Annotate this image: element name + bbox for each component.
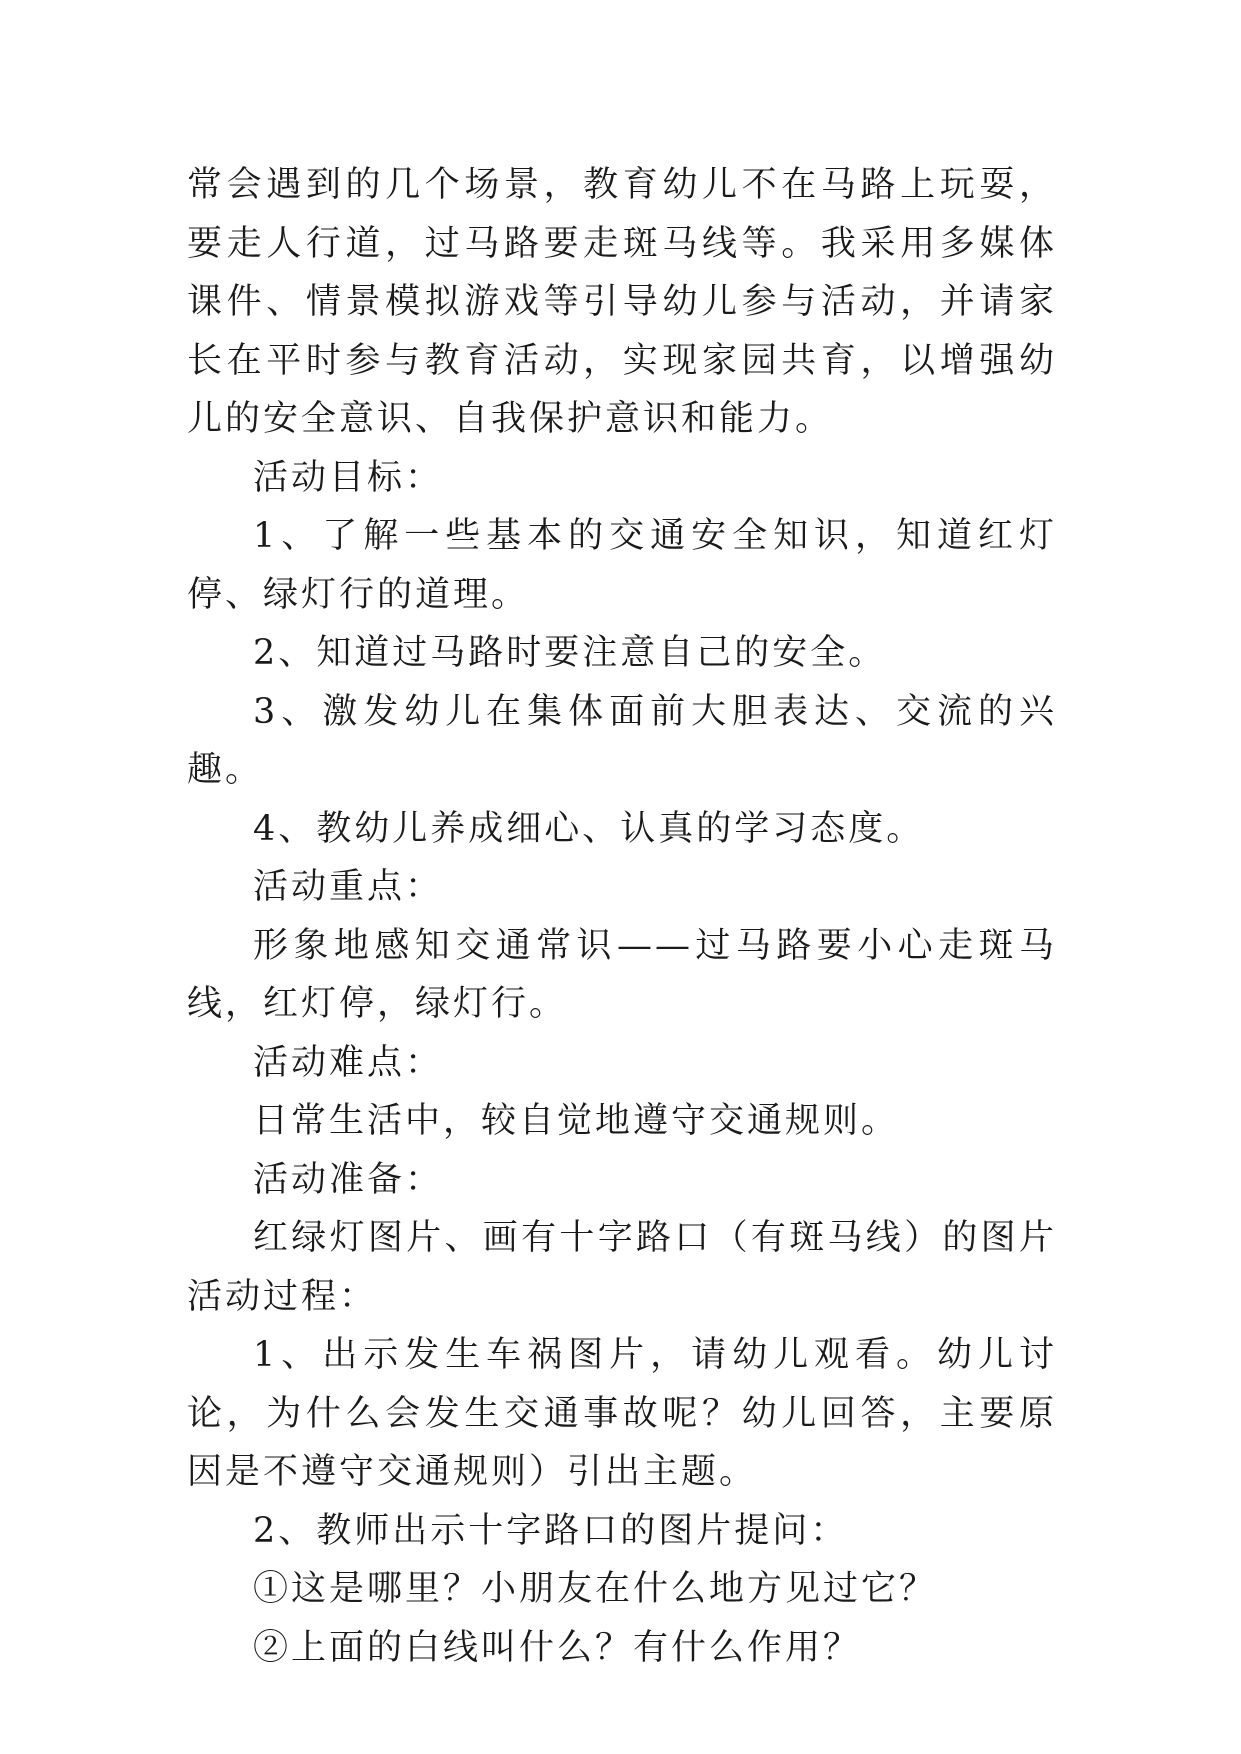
heading-key-points: 活动重点： [253, 867, 444, 907]
goal-item-4: 4、教幼儿养成细心、认真的学习态度。 [253, 808, 925, 849]
document-body [187, 156, 1057, 1677]
question-1: ①这是哪里？小朋友在什么地方见过它？ [253, 1569, 938, 1609]
goal-item-3: 3、激发幼儿在集体面前大胆表达、交流的兴趣。 [187, 691, 1057, 790]
key-points-text: 形象地感知交通常识——过马路要小心走斑马线，红灯停，绿灯行。 [187, 925, 1057, 1024]
heading-preparation: 活动准备： [253, 1159, 444, 1200]
process-step-2: 2、教师出示十字路口的图片提问： [253, 1510, 849, 1551]
goal-item-2: 2、知道过马路时要注意自己的安全。 [253, 633, 887, 673]
heading-difficulties: 活动难点： [253, 1042, 444, 1083]
paragraph-intro: 常会遇到的几个场景，教育幼儿不在马路上玩耍，要走人行道，过马路要走斑马线等。我采用多媒体课件、情景模拟游戏等引导幼儿参与活动，并请家长在平时参与教育活动，实现家园共育，以增强幼儿的安全意识、自我保护意识和能力。 [187, 165, 1057, 439]
heading-activity-goals: 活动目标： [253, 457, 444, 498]
goal-item-1: 1、了解一些基本的交通安全知识，知道红灯停、绿灯行的道理。 [187, 516, 1057, 615]
difficulties-text: 日常生活中，较自觉地遵守交通规则。 [253, 1101, 900, 1141]
preparation-text: 红绿灯图片、画有十字路口（有斑马线）的图片活动过程： [187, 1218, 1057, 1317]
process-step-1: 1、出示发生车祸图片，请幼儿观看。幼儿讨论，为什么会发生交通事故呢？幼儿回答，主要原因是不遵守交通规则）引出主题。 [187, 1335, 1057, 1492]
question-2: ②上面的白线叫什么？有什么作用？ [253, 1627, 862, 1668]
